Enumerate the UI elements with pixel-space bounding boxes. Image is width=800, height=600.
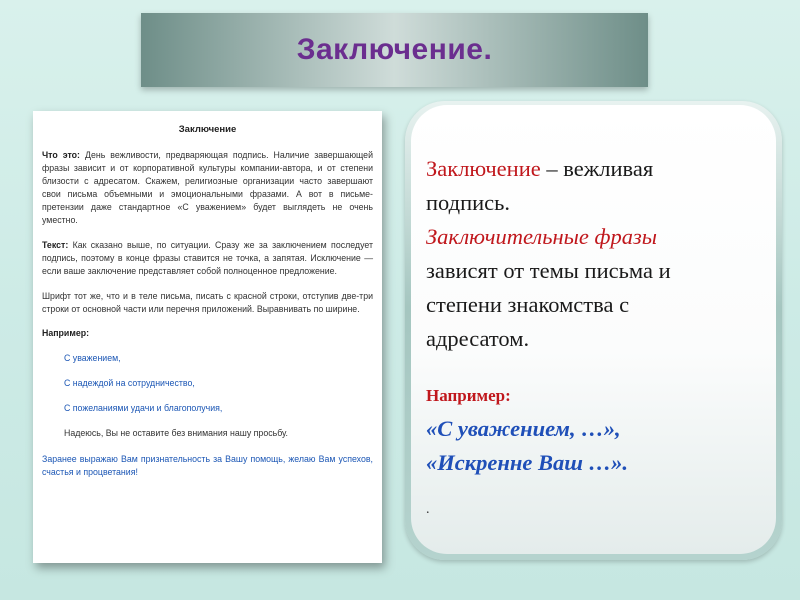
callout-card bbox=[411, 105, 776, 554]
document-example-item: С пожеланиями удачи и благополучия, bbox=[64, 403, 223, 413]
document-screenshot bbox=[33, 111, 382, 563]
document-examples-heading: Например: bbox=[42, 328, 90, 338]
card-line-depend: зависят от темы письма и bbox=[426, 258, 671, 283]
card-example-respect: «С уважением, …», bbox=[426, 416, 621, 441]
card-example-sincerely: «Искренне Ваш …». bbox=[426, 450, 628, 475]
document-example-item: С надеждой на сотрудничество, bbox=[64, 378, 195, 388]
document-closing: Заранее выражаю Вам признательность за Вашу помощь, желаю Вам успехов, счастья и процветания! bbox=[42, 454, 373, 477]
card-line-signature: подпись. bbox=[426, 190, 511, 215]
title-banner bbox=[141, 13, 648, 87]
card-line-addressee: адресатом. bbox=[426, 326, 530, 351]
card-term-closing-phrases: Заключительные фразы bbox=[426, 224, 657, 249]
document-paragraph-text bbox=[42, 239, 373, 278]
document-example-item: С уважением, bbox=[64, 353, 121, 363]
document-text-what: День вежливости, предваряющая подпись. Наличие завершающей фразы зависит и от корпоративной культуры компании-автора, и от степени близости с адресатом. Скажем, религиозные организации часто завершают свои письма объемными и эмоциональными фразами. А вот в письме-претензии даже стандартное «С уважением» будет выглядеть не очень уместно. bbox=[42, 150, 373, 225]
card-example-label: Например: bbox=[426, 386, 511, 405]
document-label-text: Текст: bbox=[42, 240, 69, 250]
card-term-conclusion: Заключение bbox=[426, 156, 541, 181]
document-paragraph-what bbox=[42, 149, 373, 227]
document-example-request: Надеюсь, Вы не оставите без внимания нашу просьбу. bbox=[64, 428, 289, 438]
document-text-text: Как сказано выше, по ситуации. Сразу же за заключением последует подпись, поэтому в конце фразы ставится не точка, а запятая. Исключение — если ваше заключение представляет собой полноценное предложение. bbox=[42, 240, 373, 276]
slide-title: Заключение. bbox=[296, 33, 493, 66]
card-definition-rest: – вежливая bbox=[540, 156, 654, 181]
card-line-degree: степени знакомства с bbox=[426, 292, 630, 317]
document-paragraph-font: Шрифт тот же, что и в теле письма, писать с красной строки, отступив две-три строки от основной части или перечня приложений. Выравнивать по ширине. bbox=[42, 291, 373, 314]
document-label-what: Что это: bbox=[42, 150, 80, 160]
card-line-definition bbox=[426, 152, 762, 186]
card-trailing-dot: . bbox=[426, 502, 430, 517]
document-title: Заключение bbox=[178, 124, 237, 135]
